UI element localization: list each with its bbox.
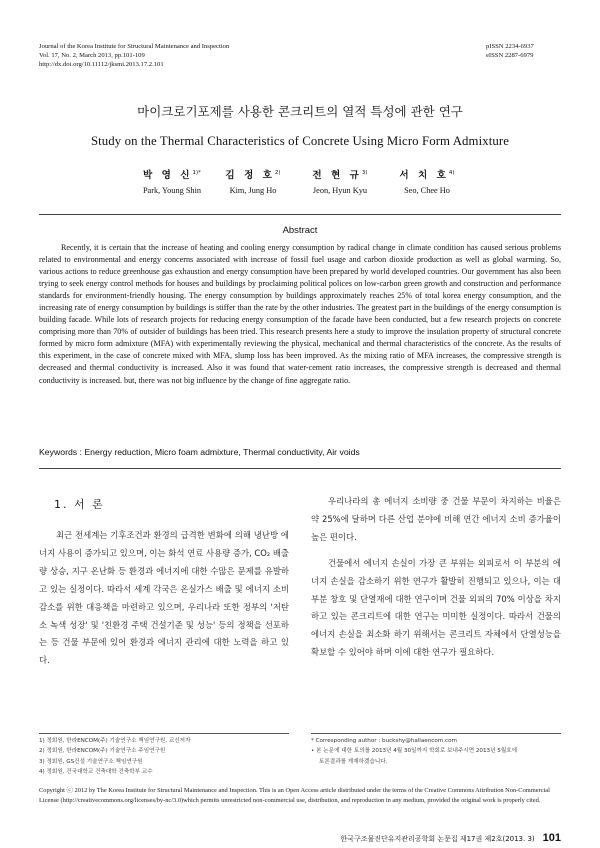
eissn: eISSN 2287-6979: [486, 52, 534, 59]
issn-block: [486, 42, 561, 60]
divider: [39, 468, 561, 469]
author-name-kr: 전 현 규: [312, 170, 362, 181]
footnote: 토론결과를 게재하겠습니다.: [319, 758, 388, 765]
paragraph: 최근 전세계는 기후조건과 환경의 급격한 변화에 의해 냉난방 에너지 사용이 증가되고 있으며, 이는 화석 연료 사용량 증가, CO₂ 배출량 상승, 지구 온난화 등 환경과 에너지에 대한 수많은 문제를 유발하고 있는 실정이다. 따라서 세계 각국은 온실가스 배출 및 에너지 소비 감소를 위한 대응책을 마련하고 있으며, 우리나라 또한 정부의 '저탄소 녹색 성장' 및 '친환경 주택 건설기준 및 성능' 등의 정책을 선포하는 등 건물 부문에 있어 환경과 에너지 관리에 대한 노력을 하고 있다.: [39, 530, 289, 666]
pissn: pISSN 2234-6937: [486, 43, 534, 50]
corresponding-author: * Corresponding author : buckshy@hallaencom.com: [311, 738, 457, 744]
footnote: 3) 정회원, GS건설 기술연구소 책임연구원: [39, 758, 143, 765]
title-korean: 마이크로기포제를 사용한 콘크리트의 열적 특성에 관한 연구: [137, 104, 463, 119]
body-column-right: [311, 493, 561, 662]
footer-journal: 한국구조물진단유지관리공학회 논문집 제17권 제2호(2013. 3): [340, 835, 535, 843]
footnote-divider: [39, 733, 289, 734]
journal-header: [39, 42, 359, 69]
journal-volume: Vol. 17, No. 2, March 2013, pp.101-109: [39, 52, 145, 59]
author-name-kr: 김 정 호: [225, 170, 275, 181]
abstract-heading: Abstract: [282, 225, 318, 236]
copyright-notice: Copyright ⓒ 2012 by The Korea Institute for Structural Maintenance and Inspection. This is an Open Access article distributed under the terms of the Creative Commons Attribution Non-Commercial License (http://creativecommons.org/licenses/by-nc/3.0)which permits unrestricted non-commercial use, distribution, and reproduction in any medium, provided the original work is properly cited.: [39, 787, 550, 804]
author-affiliation-mark: 3): [361, 169, 368, 176]
author-name-en: Jeon, Hyun Kyu: [312, 186, 368, 195]
author-name-kr: 서 치 호: [399, 170, 449, 181]
abstract-text: Recently, it is certain that the increase of heating and cooling energy consumption by radical change in climate condition has caused serious problems related to environmental and energy concerns associated with increase of fossil fuel usage and carbon dioxide production as well as global warming. So, various actions to reduce greenhouse gas exhaustion and energy consumption have been prepared by world developed countries. Our government has also been trying to seek energy control methods for houses and buildings by proclaiming political polices on low-carbon green growth and construction and performance standards for environment-friendly housing. The energy consumption by buildings approximately reaches 25% of total korea energy consumption, and the increasing rate of energy consumption by buildings is stiffer than the rate by the other industries. The greatest part in the buildings of the energy consumption is building facade. While lots of research projects for reducing energy consumption of the facade have been conducted, but a few research projects on concrete comprising more than 70% of outsider of buildings has been tried. This research presents here a study to improve the insulation property of structural concrete formed by micro form admixture (MFA) with experimentally reviewing the physical, mechanical and thermal characteristics of the concrete. As the results of this experiment, in the case of concrete mixed with MFA, slump loss has been improved. As the mixing ratio of MFA increases, the compressive strength is decreased and thermal conductivity is increased. Also it was found that water-cement ratio increases, the compressive strength is decreased and thermal conductivity is increased. but, there was not big influence by the change of fine aggregate ratio.: [39, 243, 561, 385]
footnote: 1) 정회원, 한라ENCOM(주) 기술연구소 책임연구원, 교신저자: [39, 738, 191, 744]
doi-link[interactable]: http://dx.doi.org/10.11112/jksmi.2013.17.2.101: [39, 61, 164, 68]
author-name-en: Kim, Jung Ho: [229, 186, 277, 195]
footnote: 2) 정회원, 한라ENCOM(주) 기술연구소 주임연구원: [39, 748, 166, 755]
title-english: Study on the Thermal Characteristics of Concrete Using Micro Form Admixture: [90, 134, 510, 148]
author-name-kr: 박 영 신: [143, 170, 193, 181]
paragraph: 우리나라의 총 에너지 소비량 중 건물 부문이 차지하는 비율은 약 25%에 달하며 다른 산업 분야에 비해 연간 에너지 소비 증가율이 높은 편이다.: [311, 496, 561, 542]
keywords: Keywords : Energy reduction, Micro foam admixture, Thermal conductivity, Air voids: [39, 447, 360, 457]
page-number: 101: [542, 832, 561, 844]
footnote-divider: [311, 733, 561, 734]
footnotes-affiliations: [39, 736, 289, 778]
journal-name: Journal of the Korea Institute for Structural Maintenance and Inspection: [39, 43, 230, 50]
paragraph: 건물에서 에너지 손실이 가장 큰 부위는 외피로서 이 부분의 에너지 손실을 감소하기 위한 연구가 활발히 진행되고 있으나, 이는 대부분 창호 및 단열재에 대한 연구이며 건물 외피의 70% 이상을 차지하고 있는 콘크리트에 대한 연구는 미미한 실정이다. 따라서 건물의 에너지 손실을 최소화 하기 위해서는 콘크리트 자체에서 단열성능을 확보할 수 있어야 하며 이에 대한 연구가 필요하다.: [311, 557, 561, 658]
author-affiliation-mark: 2): [274, 169, 281, 176]
footnote: • 본 논문에 대한 토의를 2013년 4월 30일까지 학회로 보내주시면 2013년 5월호에: [311, 748, 518, 755]
divider: [39, 214, 561, 215]
author-4: [372, 167, 482, 195]
page-footer: [340, 832, 561, 844]
footnote: 4) 정회원, 건국대학교 건축대학 건축학부 교수: [39, 769, 153, 776]
footnotes-correspondence: [311, 736, 561, 767]
author-affiliation-mark: 4): [448, 169, 455, 176]
author-name-en: Seo, Chee Ho: [404, 186, 450, 195]
section-title: 1. 서 론: [54, 498, 105, 511]
body-column-left: [39, 527, 289, 670]
author-affiliation-mark: 1)*: [192, 169, 201, 176]
author-name-en: Park, Young Shin: [142, 186, 202, 195]
